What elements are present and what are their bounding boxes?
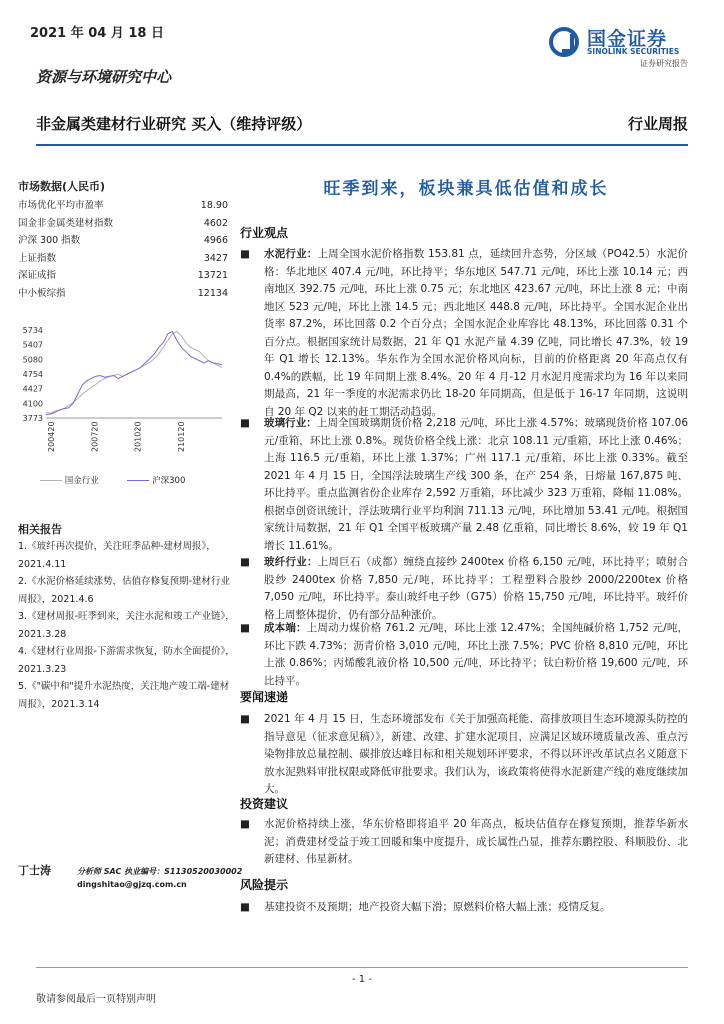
market-row: 国金非金属类建材指数 4602	[18, 217, 228, 229]
bullet-label: 玻纤行业：	[264, 556, 318, 568]
bullet-fiber	[240, 554, 688, 624]
bullet-text: 2021 年 4 月 15 日，生态环境部发布《关于加强高耗能、高排放项目生态环境源头防控的指导意见（征求意见稿）》，新建、改建、扩建水泥项目，应满足区域环境质量改善、重点污染物排放总量控制、碳排放达峰目标和相关规划环评要求，不得以环评改革试点名义随意下放水泥熟料审批权限或降低审批要求。我们认为，该政策将使得水泥新建产线的难度继续加大。	[264, 713, 688, 795]
bullet-text: 上周全国玻璃期货价格 2,218 元/吨，环比上涨 4.57%；玻璃现货价格 107.06 元/重箱，环比上涨 0.8%。现货价格全线上涨：北京 108.11 元/重箱，环比上涨 0.46%；上海 116.5 元/重箱，环比上涨 1.37%；广州 117.1 元/重箱，环比上涨 0.33%。截至 2021 年 4 月 15 日，全国浮法玻璃生产线 300 条，在产 254 条，日熔量 167,875 吨、环比持平。重点监测省份企业库存 2,592 万重箱，环比减少 323 万重箱，降幅 11.08%。根据卓创资讯统计，浮法玻璃行业平均利润 711.13 元/吨，环比增加 53.41 元/吨。根据国家统计局数据，21 年 Q1 全国平板玻璃产量 2.48 亿重箱，同比增长 8.6%，较 19 年 Q1 增长 11.61%。	[264, 417, 689, 552]
bullet-cost	[240, 620, 688, 690]
index-line-chart	[18, 322, 226, 462]
x-tick-label: 200420	[47, 421, 56, 452]
report-date: 2021 年 04 月 18 日	[30, 26, 164, 41]
bullet-glass	[240, 415, 688, 555]
y-tick-label: 5080	[22, 355, 43, 365]
disclaimer: 敬请参阅最后一页特别声明	[36, 994, 156, 1005]
section-title-views: 行业观点	[240, 226, 289, 240]
series-line-0	[46, 332, 222, 414]
report-tag: 证券研究报告	[640, 59, 688, 68]
analyst-id: 分析师 SAC 执业编号：S1130520030002	[77, 867, 243, 876]
bullet-text: 水泥价格持续上涨，华东价格即将追平 20 年高点，板块估值存在修复预期，推荐华新水泥；消费建材受益于竣工回暖和集中度提升，成长属性凸显，推荐东鹏控股、科顺股份、北新建材、伟星新材。	[264, 818, 688, 865]
bullet-label: 玻璃行业：	[264, 417, 317, 429]
footer-divider	[36, 967, 688, 968]
bullet-icon: ■	[240, 818, 250, 830]
bullet-advice	[240, 816, 688, 869]
related-report-item[interactable]: 2.《水泥价格延续涨势，估值存修复预期-建材行业周报》，2021.4.6	[18, 576, 230, 605]
x-tick-label: 201020	[133, 421, 143, 452]
market-row: 深证成指 13721	[18, 270, 228, 281]
market-row: 上证指数 3427	[18, 252, 228, 264]
bullet-news	[240, 711, 688, 799]
bullet-risk	[240, 899, 688, 917]
market-data-panel	[18, 178, 228, 302]
y-tick-label: 4100	[22, 399, 43, 409]
related-report-item[interactable]: 4.《建材行业周报-下游需求恢复，防水全面提价》，2021.3.23	[18, 646, 235, 675]
series-line-1	[46, 332, 222, 415]
market-row: 中小板综指 12134	[18, 287, 228, 299]
logo-en-text: SINOLINK SECURITIES	[587, 47, 680, 56]
y-tick-label: 5407	[22, 340, 43, 350]
y-tick-label: 4427	[22, 384, 43, 394]
legend-label: 国金行业	[64, 476, 99, 486]
research-center: 资源与环境研究中心	[36, 68, 172, 86]
market-row: 沪深 300 指数 4966	[18, 235, 228, 246]
market-data-title: 市场数据(人民币)	[18, 180, 106, 193]
section-title-news: 要闻速递	[240, 690, 289, 704]
related-reports-list	[18, 538, 238, 713]
bullet-icon: ■	[240, 622, 250, 634]
logo-cn-text: 国金证券	[587, 28, 668, 50]
logo-mark-icon	[549, 27, 579, 57]
related-report-item[interactable]: 1.《玻纤再次提价，关注旺季品种-建材周报》，2021.4.11	[18, 541, 216, 570]
y-tick-label: 5734	[22, 326, 43, 335]
document-type: 行业周报	[627, 115, 688, 133]
section-title-advice: 投资建议	[240, 797, 289, 811]
bullet-text: 基建投资不及预期；地产投资大幅下滑；原燃料价格大幅上涨；疫情反复。	[264, 901, 611, 913]
page-number: - 1 -	[352, 974, 372, 985]
chart-legend	[40, 474, 230, 488]
author-email[interactable]: dingshitao@gjzq.com.cn	[77, 880, 187, 889]
headline: 旺季到来，板块兼具低估值和成长	[323, 179, 609, 199]
bullet-icon: ■	[240, 417, 250, 429]
section-title-risk: 风险提示	[240, 878, 289, 892]
bullet-icon: ■	[240, 248, 250, 260]
x-tick-label: 210120	[177, 421, 186, 452]
related-report-item[interactable]: 5.《"碳中和"提升水泥热度，关注地产竣工端-建材周报》，2021.3.14	[18, 681, 230, 710]
author-name: 丁士涛	[18, 864, 51, 877]
legend-label: 沪深300	[152, 476, 186, 486]
legend-swatch-hs300	[127, 480, 149, 481]
bullet-label: 成本端：	[264, 622, 307, 634]
legend-swatch-industry	[40, 480, 62, 481]
y-tick-label: 3773	[22, 414, 43, 423]
bullet-label: 水泥行业：	[264, 248, 318, 260]
market-row: 市场优化平均市盈率 18.90	[18, 200, 228, 211]
x-tick-label: 200720	[90, 421, 100, 452]
sector-rating: 非金属类建材行业研究 买入（维持评级）	[36, 115, 312, 133]
bullet-text: 上周巨石（成都）缠绕直接纱 2400tex 价格 6,150 元/吨，环比持平；喷射合股纱 2400tex 价格 7,850 元/吨，环比持平；工程塑料合股纱 2000/2200tex 价格 7,050 元/吨，环比持平。泰山玻纤电子纱（G75）价格 15,750 元/吨，环比持平。玻纤价格上周整体提价，仍有部分品种涨价。	[264, 556, 689, 621]
header-divider	[36, 144, 688, 146]
bullet-text: 上周动力煤价格 761.2 元/吨，环比上涨 12.47%；全国纯碱价格 1,752 元/吨，环比下跌 4.73%；沥青价格 3,010 元/吨，环比上涨 7.5%；PVC 价格 8,810 元/吨，环比上涨 0.86%；丙烯酸乳液价格 10,500 元/吨，环比持平；钛白粉价格 19,600 元/吨，环比持平。	[264, 622, 688, 687]
related-report-item[interactable]: 3.《建材周报-旺季到来，关注水泥和竣工产业链》，2021.3.28	[18, 611, 235, 640]
bullet-icon: ■	[240, 901, 250, 913]
y-tick-label: 4754	[22, 369, 43, 379]
related-reports-title: 相关报告	[18, 523, 62, 536]
bullet-icon: ■	[240, 713, 250, 725]
bullet-icon: ■	[240, 556, 250, 568]
bullet-text: 上周全国水泥价格指数 153.81 点，延续回升态势，分区域（PO42.5）水泥价格：华北地区 407.4 元/吨，环比持平；华东地区 547.71 元/吨，环比上涨 10.14 元；西南地区 392.75 元/吨，环比上涨 0.75 元；东北地区 423.67 元/吨，环比上涨 8 元；中南地区 523 元/吨，环比上涨 14.5 元；西北地区 448.8 元/吨，环比持平。全国水泥企业出货率 87.2%，环比回落 0.2 个百分点；全国水泥企业库容比 48.13%，环比回落 0.31 个百分点。根据国家统计局数据，21 年 Q1 水泥产量 4.39 亿吨，同比增长 47.3%，较 19 年 Q1 增长 12.13%。华东作为全国水泥价格风向标，目前的价格距离 20 年高点仅有 0.4%的跌幅，比 19 年同期上涨 8.4%。20 年 4 月-12 月水泥月度需求均为 16 年以来同期最高，21 年一季度的水泥需求仍比 18-20 年同期高，但是低于 16-17 年同期，这说明自 20 年 Q2 以来的赶工期活动趋弱。	[264, 248, 689, 418]
bullet-cement	[240, 246, 688, 421]
